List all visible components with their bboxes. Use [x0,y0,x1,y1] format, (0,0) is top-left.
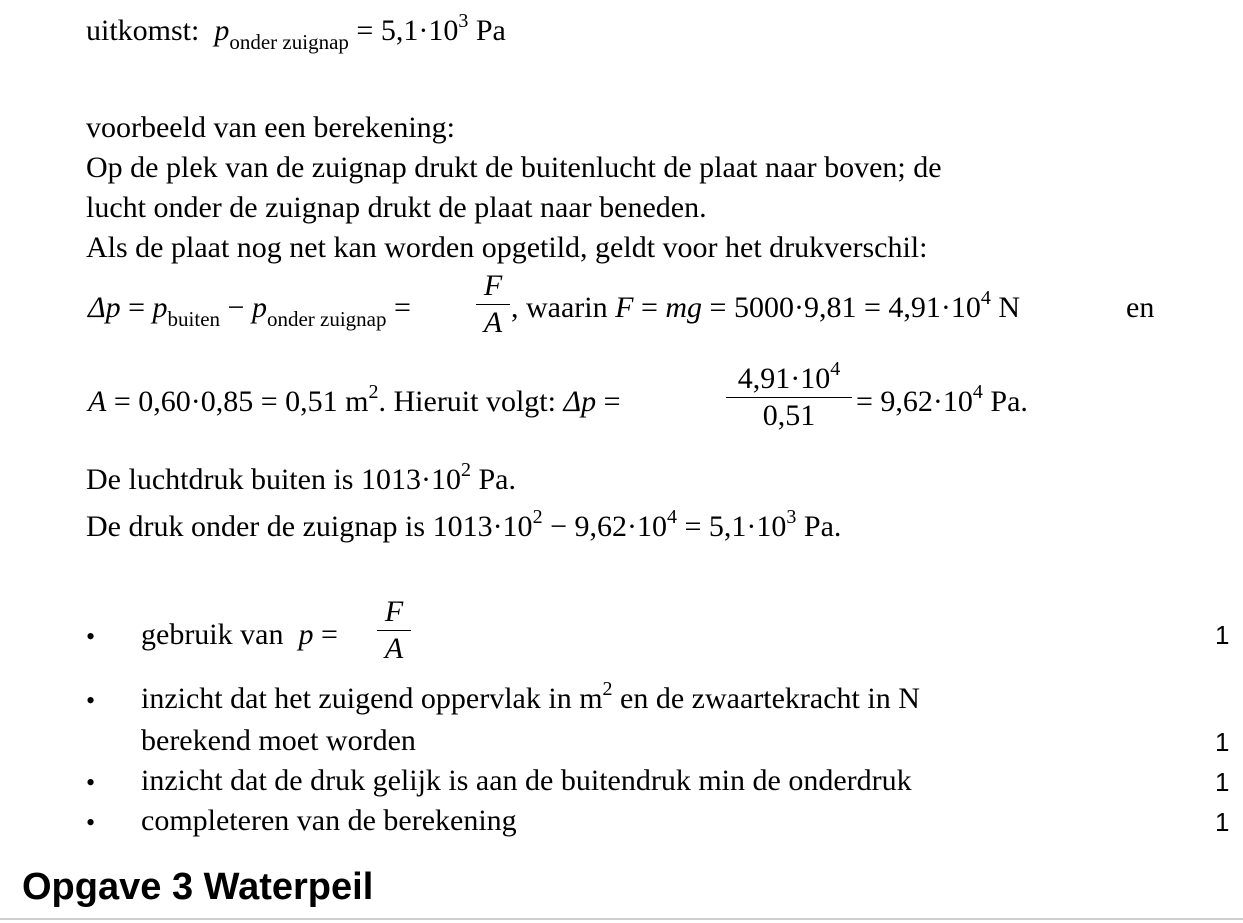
air-pressure-line [86,459,516,496]
outcome-line [86,10,506,54]
force-symbol: F [615,291,634,324]
fraction-numerator: F [483,269,503,302]
force-unit: N [990,291,1021,324]
scoring-item-4: completeren van de berekening [141,804,517,837]
equals-sign: = [386,291,411,324]
bullet: • [86,808,96,837]
scoring-item-3: inzicht dat de druk gelijk is aan de buitendruk min de onderdruk [141,764,912,797]
pressure-symbol: p [214,14,230,47]
air-pressure-text: De luchtdruk buiten is 1013·10 [86,463,461,496]
equals-sign: = [596,385,621,418]
fraction-bar [726,397,852,398]
example-title: voorbeeld van een berekening: [86,111,456,144]
outcome-label: uitkomst: [86,14,200,47]
example-line-2: lucht onder de zuignap drukt de plaat naar beneden. [86,191,707,224]
equals-sign: = [313,618,338,651]
outcome-exponent: 3 [458,10,469,32]
mg-symbol: mg [665,291,703,324]
result-value: = 9,62·10 [856,385,973,418]
divider [0,918,1243,920]
example-line-1: Op de plek van de zuignap drukt de buitenlucht de plaat naar boven; de [86,151,942,184]
equals-sign: = [633,291,666,324]
equation-force [511,287,1021,324]
fraction-force-over-area [726,358,852,432]
delta-p-symbol: Δp [88,291,121,324]
subtraction: − 9,62·10 [542,510,667,543]
p-outside-symbol: p [152,291,168,324]
air-pressure-exponent: 2 [460,459,471,481]
equation-pressure-difference [88,291,411,331]
score-point: 1 [1215,727,1230,757]
fraction-bar [377,630,411,631]
scoring-item-text: gebruik van [141,618,291,651]
scoring-item-2-line-1 [141,678,920,715]
pressure-subscript: onder zuignap [229,30,349,54]
fraction-numerator [726,358,852,395]
minus-sign: − [220,291,252,324]
scoring-item-2-line-2: berekend moet worden [141,724,416,757]
scoring-item-text: inzicht dat het zuigend oppervlak in m [141,682,603,715]
result: = 5,1·10 [676,510,787,543]
area-exponent: 2 [368,381,379,403]
air-pressure-unit: Pa. [470,463,516,496]
hieruit-text: . Hieruit volgt: [378,385,564,418]
bullet: • [86,768,96,797]
example-line-3: Als de plaat nog net kan worden opgetild, geldt voor het drukverschil: [86,231,928,264]
p-under-subscript: onder zuignap [266,307,387,331]
waarin-text: , waarin [511,291,616,324]
scoring-item-1 [141,620,338,650]
pressure-under-line [86,506,842,543]
score-point: 1 [1215,807,1230,837]
fraction-numerator: F [384,595,404,628]
bullet: • [86,622,96,651]
p-outside-subscript: buiten [167,307,221,331]
fraction-denominator: A [483,306,503,339]
unit: Pa. [796,510,842,543]
area-value: = 0,60·0,85 = 0,51 m [106,385,369,418]
area-symbol: A [88,385,107,418]
outcome-value: = 5,1·10 [356,14,459,47]
fraction-f-over-a [476,271,510,338]
score-point: 1 [1215,620,1230,650]
force-value: = 5000·9,81 = 4,91·10 [702,291,981,324]
section-heading: Opgave 3 Waterpeil [22,866,374,908]
fraction-f-over-a [377,597,411,664]
fraction-bar [476,304,510,305]
equals-sign: = [120,291,153,324]
p-under-symbol: p [251,291,267,324]
en-word: en [1126,291,1155,324]
force-exponent: 4 [980,287,991,309]
fraction-denominator: 0,51 [762,399,816,432]
score-point: 1 [1215,767,1230,797]
bullet: • [86,686,96,715]
exponent: 2 [602,678,613,700]
exponent: 3 [786,506,797,528]
outcome-unit: Pa [468,14,506,47]
result-exponent: 4 [972,381,983,403]
exponent: 4 [666,506,677,528]
numerator-value: 4,91·10 [737,362,831,395]
equation-area [88,381,621,418]
fraction-denominator: A [384,632,404,665]
result-unit: Pa. [982,385,1028,418]
p-symbol: p [298,618,314,651]
exponent: 2 [532,506,543,528]
delta-p-symbol: Δp [563,385,597,418]
pressure-difference-result [856,381,1028,418]
numerator-exponent: 4 [830,358,841,380]
pressure-under-text: De druk onder de zuignap is 1013·10 [86,510,533,543]
scoring-item-text: en de zwaartekracht in N [612,682,920,715]
